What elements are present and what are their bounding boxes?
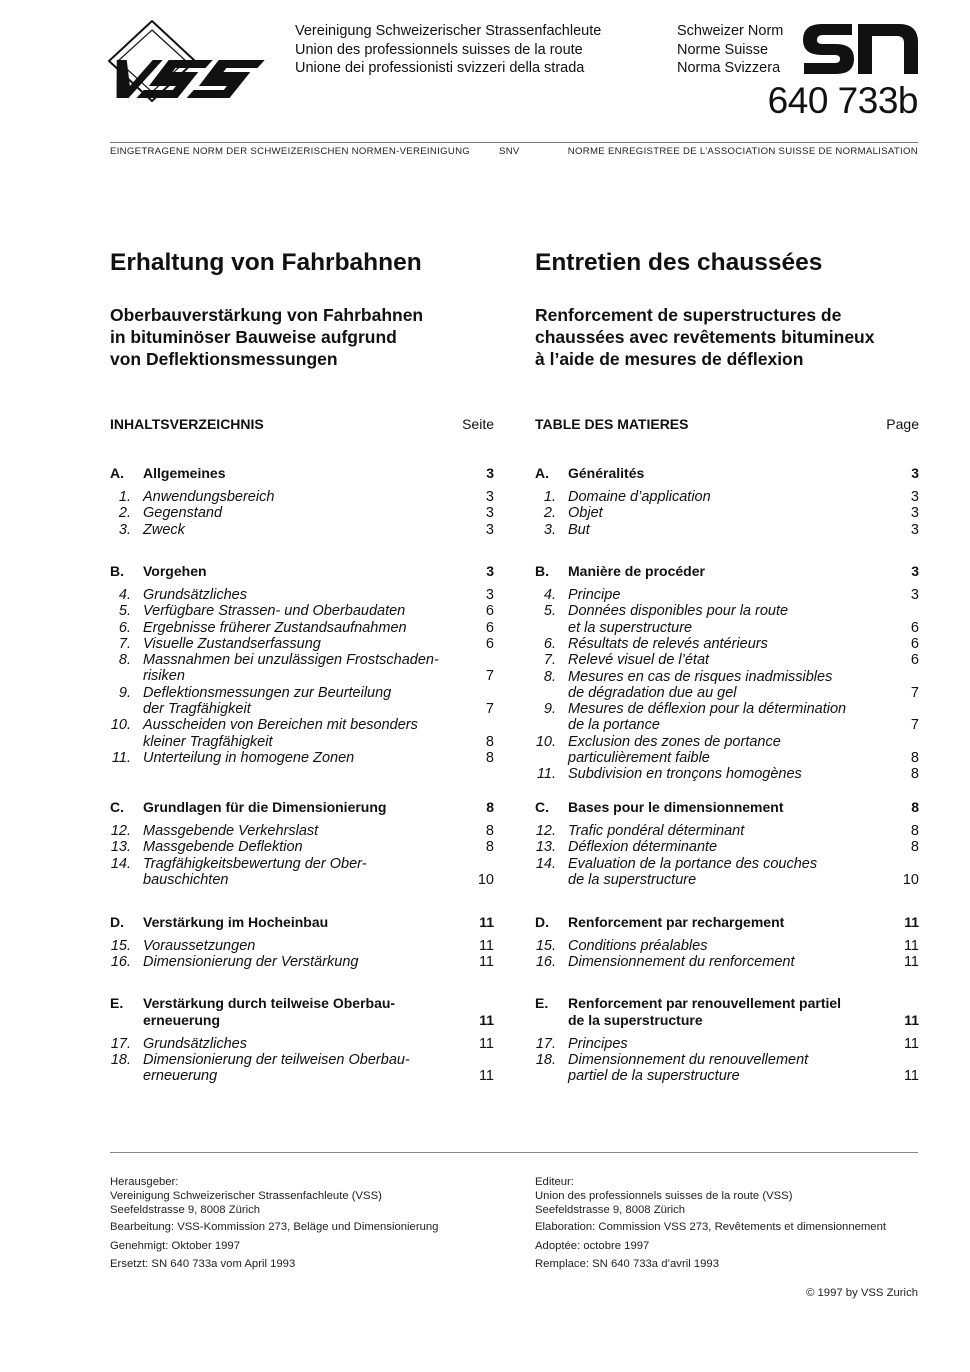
editing-french: Elaboration: Commission VSS 273, Revêtements et dimensionnement <box>535 1221 887 1233</box>
toc-section-title: Renforcement par rechargement <box>568 914 785 930</box>
toc-entry-page: 8 <box>485 823 494 839</box>
toc-entry[interactable] <box>110 652 494 685</box>
toc-entry-number: 7. <box>118 635 131 652</box>
toc-entry-title: Massgebende Deflektion <box>143 839 303 856</box>
toc-entry-page: 8 <box>910 839 919 856</box>
toc-entry-page: 7 <box>485 668 494 685</box>
toc-entry-number: 13. <box>535 839 556 856</box>
toc-entry[interactable] <box>110 685 494 718</box>
toc-entry-number: 3. <box>543 521 556 538</box>
toc-section-letter: C. <box>535 799 549 815</box>
toc-section-page: 3 <box>486 465 494 481</box>
toc-entry-title: Evaluation de la portance des couches de la superstructure <box>568 855 818 888</box>
toc-entry-number: 1. <box>543 489 556 505</box>
toc-entry[interactable] <box>535 734 919 767</box>
toc-entry-title: Tragfähigkeitsbewertung der Ober- bauschichten <box>143 855 367 888</box>
toc-entry-title: Objet <box>568 505 603 522</box>
toc-entry-page: 11 <box>478 954 494 971</box>
toc-header-french <box>535 416 919 432</box>
toc-section-title: Bases pour le dimensionnement <box>568 799 784 815</box>
toc-entry[interactable] <box>110 505 494 521</box>
toc-entry-number: 9. <box>118 684 131 701</box>
norm-name-de: Schweizer Norm <box>677 23 784 39</box>
toc-entry-number: 15. <box>535 938 556 954</box>
toc-section-page: 8 <box>911 799 919 815</box>
toc-entry[interactable] <box>535 766 919 782</box>
toc-entry-number: 4. <box>543 587 556 603</box>
toc-entry-page: 11 <box>478 1068 494 1085</box>
toc-entry-number: 16. <box>535 954 556 971</box>
toc-entry-title: Ergebnisse früherer Zustandsaufnahmen <box>143 619 407 636</box>
toc-section-page: 3 <box>911 563 919 579</box>
toc-entry-title: Principes <box>568 1035 628 1052</box>
toc-entry-title: Mesures en cas de risques inadmissibles de dégradation due au gel <box>568 668 833 701</box>
toc-entry-title: Relevé visuel de l’état <box>568 652 710 669</box>
toc-entry-page: 7 <box>910 717 919 734</box>
toc-section <box>110 799 494 816</box>
toc-entry-page: 8 <box>910 823 919 839</box>
toc-entry[interactable] <box>535 1036 919 1052</box>
toc-entry-number: 10. <box>110 717 131 734</box>
toc-entry-number: 11. <box>536 766 556 783</box>
toc-entry-title: Conditions préalables <box>568 938 708 954</box>
toc-section-page: 8 <box>486 799 494 815</box>
toc-entry[interactable] <box>110 839 494 855</box>
toc-entry-page: 3 <box>485 587 494 603</box>
toc-entry[interactable] <box>535 701 919 734</box>
toc-entry-title: Trafic pondéral déterminant <box>568 823 745 839</box>
title-german: Erhaltung von Fahrbahnen <box>110 249 422 276</box>
toc-entry-title: Dimensionierung der teilweisen Oberbau- erneuerung <box>143 1051 410 1085</box>
toc-entry-page: 3 <box>910 521 919 538</box>
title-french: Entretien des chaussées <box>535 249 823 276</box>
toc-entry-title: Grundsätzliches <box>143 587 247 603</box>
toc-entry-number: 6. <box>543 635 556 652</box>
toc-entry-page: 6 <box>485 619 494 636</box>
toc-entry-title: But <box>568 521 590 538</box>
toc-section-letter: C. <box>110 799 124 815</box>
toc-entry-page: 8 <box>910 766 919 783</box>
toc-entry-title: Principe <box>568 587 621 603</box>
toc-entry[interactable] <box>535 839 919 855</box>
toc-entry[interactable] <box>535 954 919 970</box>
registration-de: EINGETRAGENE NORM DER SCHWEIZERISCHEN NORMEN-VEREINIGUNG <box>110 146 471 157</box>
toc-entry-title: Données disponibles pour la route et la superstructure <box>568 603 789 636</box>
header-divider <box>110 142 918 143</box>
toc-entry[interactable] <box>110 603 494 619</box>
toc-section-title: Manière de procéder <box>568 563 705 579</box>
toc-entry-page: 6 <box>910 652 919 669</box>
toc-entry[interactable] <box>110 954 494 970</box>
toc-entry-title: Verfügbare Strassen- und Oberbaudaten <box>143 603 406 620</box>
toc-entry-title: Subdivision en tronçons homogènes <box>568 766 802 783</box>
registration-snv: SNV <box>499 146 520 157</box>
toc-page-label: Page <box>886 416 919 432</box>
toc-entry-number: 18. <box>110 1051 131 1068</box>
footer-divider <box>110 1152 918 1153</box>
toc-section-letter: E. <box>535 995 549 1011</box>
toc-entry[interactable] <box>110 717 494 750</box>
toc-label: INHALTSVERZEICHNIS <box>110 416 264 432</box>
toc-entry-title: Deflektionsmessungen zur Beurteilung der Tragfähigkeit <box>143 684 392 718</box>
toc-entry-title: Massnahmen bei unzulässigen Frostschaden- risiken <box>143 652 439 685</box>
toc-entry-number: 5. <box>543 603 556 620</box>
toc-section-title: Généralités <box>568 465 645 481</box>
toc-page-label: Seite <box>462 416 494 432</box>
toc-entry-page: 11 <box>478 938 494 954</box>
toc-entry-page: 3 <box>485 521 494 538</box>
toc-entry[interactable] <box>535 522 919 538</box>
toc-header-german <box>110 416 494 432</box>
toc-entry-page: 8 <box>485 839 494 856</box>
editing-german: Bearbeitung: VSS-Kommission 273, Beläge und Dimensionierung <box>110 1221 439 1233</box>
toc-entry-page: 3 <box>485 489 494 505</box>
toc-entry-title: Anwendungsbereich <box>143 489 275 505</box>
toc-entry-title: Gegenstand <box>143 505 223 522</box>
toc-entry-page: 6 <box>485 603 494 620</box>
toc-entry[interactable] <box>110 938 494 954</box>
toc-entry-number: 18. <box>535 1051 556 1068</box>
toc-entry-title: Ausscheiden von Bereichen mit besonders kleiner Tragfähigkeit <box>143 717 418 750</box>
toc-entry[interactable] <box>535 636 919 652</box>
toc-entry-page: 8 <box>485 750 494 766</box>
toc-entry-page: 8 <box>910 749 919 766</box>
toc-entry-number: 14. <box>535 855 556 872</box>
column-french <box>535 248 919 1098</box>
toc-section-page: 3 <box>486 563 494 579</box>
toc-entry-title: Visuelle Zustandserfassung <box>143 635 321 652</box>
toc-entry-title: Résultats de relevés antérieurs <box>568 635 768 652</box>
toc-entry[interactable] <box>110 620 494 636</box>
toc-entry-number: 15. <box>110 938 131 954</box>
toc-section-title: Allgemeines <box>143 465 226 481</box>
toc-entry-title: Mesures de déflexion pour la détermination de la portance <box>568 701 847 734</box>
toc-entry-number: 17. <box>110 1035 131 1052</box>
toc-entry-page: 7 <box>485 701 494 718</box>
toc-section-letter: B. <box>110 563 124 579</box>
toc-entry-page: 11 <box>903 954 919 971</box>
toc-entry[interactable] <box>535 603 919 636</box>
toc-entry-title: Zweck <box>143 521 185 538</box>
toc-label: TABLE DES MATIERES <box>535 416 689 432</box>
toc-entry-number: 7. <box>543 652 556 669</box>
toc-entry[interactable] <box>110 856 494 889</box>
toc-entry[interactable] <box>535 823 919 839</box>
toc-section <box>110 914 494 931</box>
toc-entry-number: 3. <box>118 521 131 538</box>
registration-fr: NORME ENREGISTREE DE L’ASSOCIATION SUISSE DE NORMALISATION <box>567 146 918 157</box>
toc-entry-number: 17. <box>535 1035 556 1052</box>
toc-entry-number: 14. <box>110 855 131 872</box>
norm-names <box>677 22 783 78</box>
toc-entry-title: Massgebende Verkehrslast <box>143 823 319 839</box>
toc-section-page: 11 <box>479 1011 494 1028</box>
toc-entry-title: Exclusion des zones de portance particulièrement faible <box>568 733 781 766</box>
norm-name-it: Norma Svizzera <box>677 60 781 76</box>
toc-entry-number: 12. <box>535 823 556 839</box>
toc-section-page: 3 <box>911 465 919 481</box>
toc-entry[interactable] <box>535 1052 919 1085</box>
toc-entry-number: 16. <box>110 954 131 971</box>
org-name-it: Unione dei professionisti svizzeri della strada <box>295 60 585 76</box>
toc-entry-number: 8. <box>543 668 556 685</box>
toc-entry-page: 7 <box>910 684 919 701</box>
vss-logo <box>108 20 290 102</box>
toc-section-letter: A. <box>110 465 124 481</box>
toc-entry[interactable] <box>110 489 494 505</box>
toc-entry[interactable] <box>110 1036 494 1052</box>
toc-entry[interactable] <box>110 522 494 538</box>
vss-logo-icon <box>108 20 290 102</box>
toc-entry-title: Dimensionierung der Verstärkung <box>143 954 359 971</box>
toc-entry-number: 2. <box>118 505 131 522</box>
toc-entry[interactable] <box>110 636 494 652</box>
approved-german: Genehmigt: Oktober 1997 <box>110 1240 240 1252</box>
toc-entry-page: 10 <box>902 871 919 888</box>
toc-entry-number: 11. <box>111 750 131 766</box>
toc-section <box>535 995 919 1028</box>
toc-entry-page: 11 <box>903 1068 919 1085</box>
toc-entry-page: 3 <box>910 505 919 522</box>
toc-entry-page: 3 <box>485 505 494 522</box>
sn-logo-icon <box>802 22 920 76</box>
toc-entry-page: 10 <box>477 871 494 888</box>
toc-entry-page: 11 <box>903 938 919 954</box>
publisher-german: Herausgeber: Vereinigung Schweizerischer Strassenfachleute (VSS) Seefeldstrasse 9, 8008 Zürich <box>110 1176 382 1216</box>
toc-section <box>110 563 494 580</box>
toc-entry-number: 8. <box>118 652 131 669</box>
toc-entry[interactable] <box>110 823 494 839</box>
toc-entry-number: 1. <box>118 489 131 505</box>
toc-entry-title: Déflexion déterminante <box>568 839 718 856</box>
toc-section-page: 11 <box>479 914 494 930</box>
toc-section-letter: A. <box>535 465 549 481</box>
toc-section-title: Grundlagen für die Dimensionierung <box>143 799 387 815</box>
toc-entry[interactable] <box>110 587 494 603</box>
replaces-german: Ersetzt: SN 640 733a vom April 1993 <box>110 1258 296 1270</box>
toc-section <box>535 799 919 816</box>
toc-section-title: Renforcement par renouvellement partiel de la superstructure <box>568 995 842 1028</box>
toc-entry-page: 6 <box>910 635 919 652</box>
toc-entry-number: 2. <box>543 505 556 522</box>
toc-section-page: 11 <box>904 914 919 930</box>
toc-entry-number: 4. <box>118 587 131 603</box>
toc-entry-title: Unterteilung in homogene Zonen <box>143 750 355 766</box>
toc-section-letter: B. <box>535 563 549 579</box>
toc-entry-page: 3 <box>910 489 919 505</box>
column-german <box>110 248 494 1098</box>
toc-entry[interactable] <box>110 750 494 766</box>
toc-entry-number: 12. <box>110 823 131 839</box>
replaces-french: Remplace: SN 640 733a d’avril 1993 <box>535 1258 719 1270</box>
toc-entry-page: 8 <box>485 733 494 750</box>
org-names <box>295 22 601 78</box>
toc-entry-title: Dimensionnement du renouvellement partiel de la superstructure <box>568 1051 809 1085</box>
subtitle-german: Oberbauverstärkung von Fahrbahnen in bituminöser Bauweise aufgrund von Deflektionsmessungen <box>110 305 424 369</box>
toc-entry-title: Dimensionnement du renforcement <box>568 954 795 971</box>
toc-section-title: Vorgehen <box>143 563 207 579</box>
sn-logo <box>802 22 920 76</box>
org-name-de: Vereinigung Schweizerischer Strassenfachleute <box>295 23 602 39</box>
toc-section-letter: D. <box>110 914 124 930</box>
toc-entry-number: 10. <box>535 733 556 750</box>
toc-section-page: 11 <box>904 1011 919 1028</box>
toc-entry[interactable] <box>535 652 919 668</box>
toc-entry-page: 11 <box>903 1035 919 1052</box>
document-number: 640 733b <box>767 80 918 121</box>
toc-entry-number: 13. <box>110 839 131 856</box>
toc-entry-page: 6 <box>485 635 494 652</box>
publisher-french: Editeur: Union des professionnels suisses de la route (VSS) Seefeldstrasse 9, 8008 Zürich <box>535 1176 793 1216</box>
toc-section-letter: E. <box>110 995 124 1011</box>
toc-entry[interactable] <box>535 489 919 505</box>
toc-section <box>535 914 919 931</box>
toc-entry-title: Grundsätzliches <box>143 1035 247 1052</box>
toc-entry-number: 6. <box>118 619 131 636</box>
toc-section <box>535 563 919 580</box>
toc-entry[interactable] <box>535 856 919 889</box>
toc-section-title: Verstärkung im Hocheinbau <box>143 914 329 930</box>
toc-section <box>110 995 494 1028</box>
toc-section <box>110 465 494 482</box>
toc-section-letter: D. <box>535 914 549 930</box>
org-name-fr: Union des professionnels suisses de la route <box>295 41 583 58</box>
toc-entry-number: 5. <box>118 603 131 620</box>
toc-entry-page: 11 <box>478 1035 494 1052</box>
toc-entry[interactable] <box>535 669 919 702</box>
toc-entry[interactable] <box>535 587 919 603</box>
toc-entry[interactable] <box>110 1052 494 1085</box>
toc-entry-title: Voraussetzungen <box>143 938 256 954</box>
toc-entry-number: 9. <box>543 701 556 718</box>
toc-section-title: Verstärkung durch teilweise Oberbau- erneuerung <box>143 995 396 1028</box>
norm-name-fr: Norme Suisse <box>677 41 769 58</box>
toc-section <box>535 465 919 482</box>
approved-french: Adoptée: octobre 1997 <box>535 1240 650 1252</box>
toc-entry-page: 6 <box>910 619 919 636</box>
copyright: © 1997 by VSS Zurich <box>806 1287 918 1299</box>
toc-entry[interactable] <box>535 505 919 521</box>
toc-entry-title: Domaine d’application <box>568 489 711 505</box>
toc-entry[interactable] <box>535 938 919 954</box>
toc-entry-page: 3 <box>910 587 919 603</box>
subtitle-french: Renforcement de superstructures de chaussées avec revêtements bitumineux à l’aide de mesures de déflexion <box>535 305 875 369</box>
